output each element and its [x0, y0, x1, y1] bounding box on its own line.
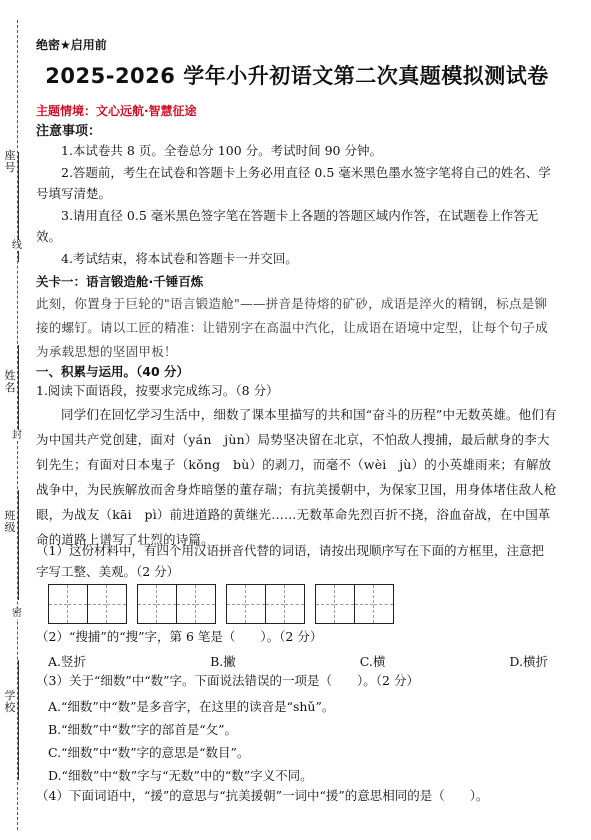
notice-item-2: 2.答题前，考生在试卷和答题卡上务必用直径 0.5 毫米黑色墨水签字笔将自己的姓名、学号填写清楚。 [36, 165, 551, 201]
question-1-passage: 同学们在回忆学习生活中，细数了课本里描写的共和国“奋斗的历程”中无数英雄。他们有为中国共产党创建，面对（yán jùn）局势坚决留在北京，不怕敌人搜捕，最后献身的李大钊先生；有面对日本鬼子（kǒng bù）的剥刀，而毫不（wèi jù）的小英雄雨来；有解放战争中，为民族解放而舍身炸暗堡的董存瑞；有抗美援朝中，为保家卫国，用身体堵住敌人枪眼，为战友（kāi pì）前进道路的黄继光……无数革命先烈百折不挠，浴血奋战，在中国革命的道路上谱写了壮烈的诗篇。 [36, 407, 557, 547]
secret-label: 绝密★启用前 [36, 38, 107, 52]
binding-mark-line: 线 [12, 240, 22, 251]
class-label: 班级 [4, 509, 16, 534]
section-heading: 一、积累与运用。（40 分） [36, 364, 189, 379]
binding-mark-seal: 封 [12, 430, 22, 441]
notice-item-1: 1.本试卷共 8 页。全卷总分 100 分。考试时间 90 分钟。 [61, 143, 382, 158]
option-d[interactable]: D.横折 [509, 654, 548, 669]
sub3-option-d[interactable]: D.“细数”中“数”字与“无数”中的“数”字义不同。 [48, 768, 313, 783]
binding-strip [0, 0, 34, 840]
sub-question-3: （3）关于“细数”中“数”字。下面说法错误的一项是（ ）。（2 分） [36, 673, 419, 688]
level-story: 此刻，你置身于巨轮的"语言锻造舱"——拼音是待熔的矿砂，成语是淬火的精钢，标点是铆接的螺钉。请以工匠的精准：让错别字在高温中汽化，让成语在语境中定型，让每个句子成为承载思想的坚固甲板！ [36, 296, 549, 359]
option-c[interactable]: C.横 [359, 654, 386, 669]
answer-box-1[interactable] [48, 584, 127, 624]
answer-grid [48, 584, 394, 624]
name-label: 姓名 [4, 369, 16, 394]
page-title: 2025-2026 学年小升初语文第二次真题模拟测试卷 [45, 64, 549, 88]
class-blank[interactable] [18, 490, 19, 600]
sub3-option-c[interactable]: C.“细数”中“数”字的意思是“数目”。 [48, 745, 250, 760]
sub-question-1: （1）这份材料中，有四个用汉语拼音代替的词语，请按出现顺序写在下面的方框里，注意把字写工整、美观。（2 分） [36, 543, 544, 579]
answer-box-2[interactable] [137, 584, 216, 624]
name-blank[interactable] [18, 345, 19, 440]
theme-line: 主题情境：文心远航·智慧征途 [36, 104, 197, 118]
binding-mark-secret: 密 [12, 608, 22, 619]
school-label: 学校 [4, 689, 16, 714]
school-blank[interactable] [18, 660, 19, 780]
sub-question-4: （4）下面词语中，“援”的意思与“抗美援朝”一词中“援”的意思相同的是（ ）。 [36, 788, 489, 803]
option-b[interactable]: B.撇 [210, 654, 236, 669]
notice-item-3: 3.请用直径 0.5 毫米黑色签字笔在答题卡上各题的答题区域内作答，在试题卷上作答无效。 [36, 208, 539, 244]
option-a[interactable]: A.竖折 [48, 654, 87, 669]
sub-question-2-options [48, 652, 548, 670]
level-heading: 关卡一：语言锻造舱·千锤百炼 [36, 274, 204, 289]
sub-question-2: （2）“搜捕”的“搜”字，第 6 笔是（ ）。（2 分） [36, 629, 323, 644]
seat-label: 座号 [4, 149, 16, 174]
answer-box-3[interactable] [226, 584, 305, 624]
answer-box-4[interactable] [315, 584, 394, 624]
notice-item-4: 4.考试结束，将本试卷和答题卡一并交回。 [61, 251, 298, 266]
sub3-option-b[interactable]: B.“细数”中“数”字的部首是“攵”。 [48, 722, 238, 737]
notice-heading: 注意事项： [36, 124, 102, 139]
sub3-option-a[interactable]: A.“细数”中“数”是多音字，在这里的读音是“shǔ”。 [48, 699, 335, 714]
question-1: 1.阅读下面语段，按要求完成练习。（8 分） [36, 383, 279, 398]
